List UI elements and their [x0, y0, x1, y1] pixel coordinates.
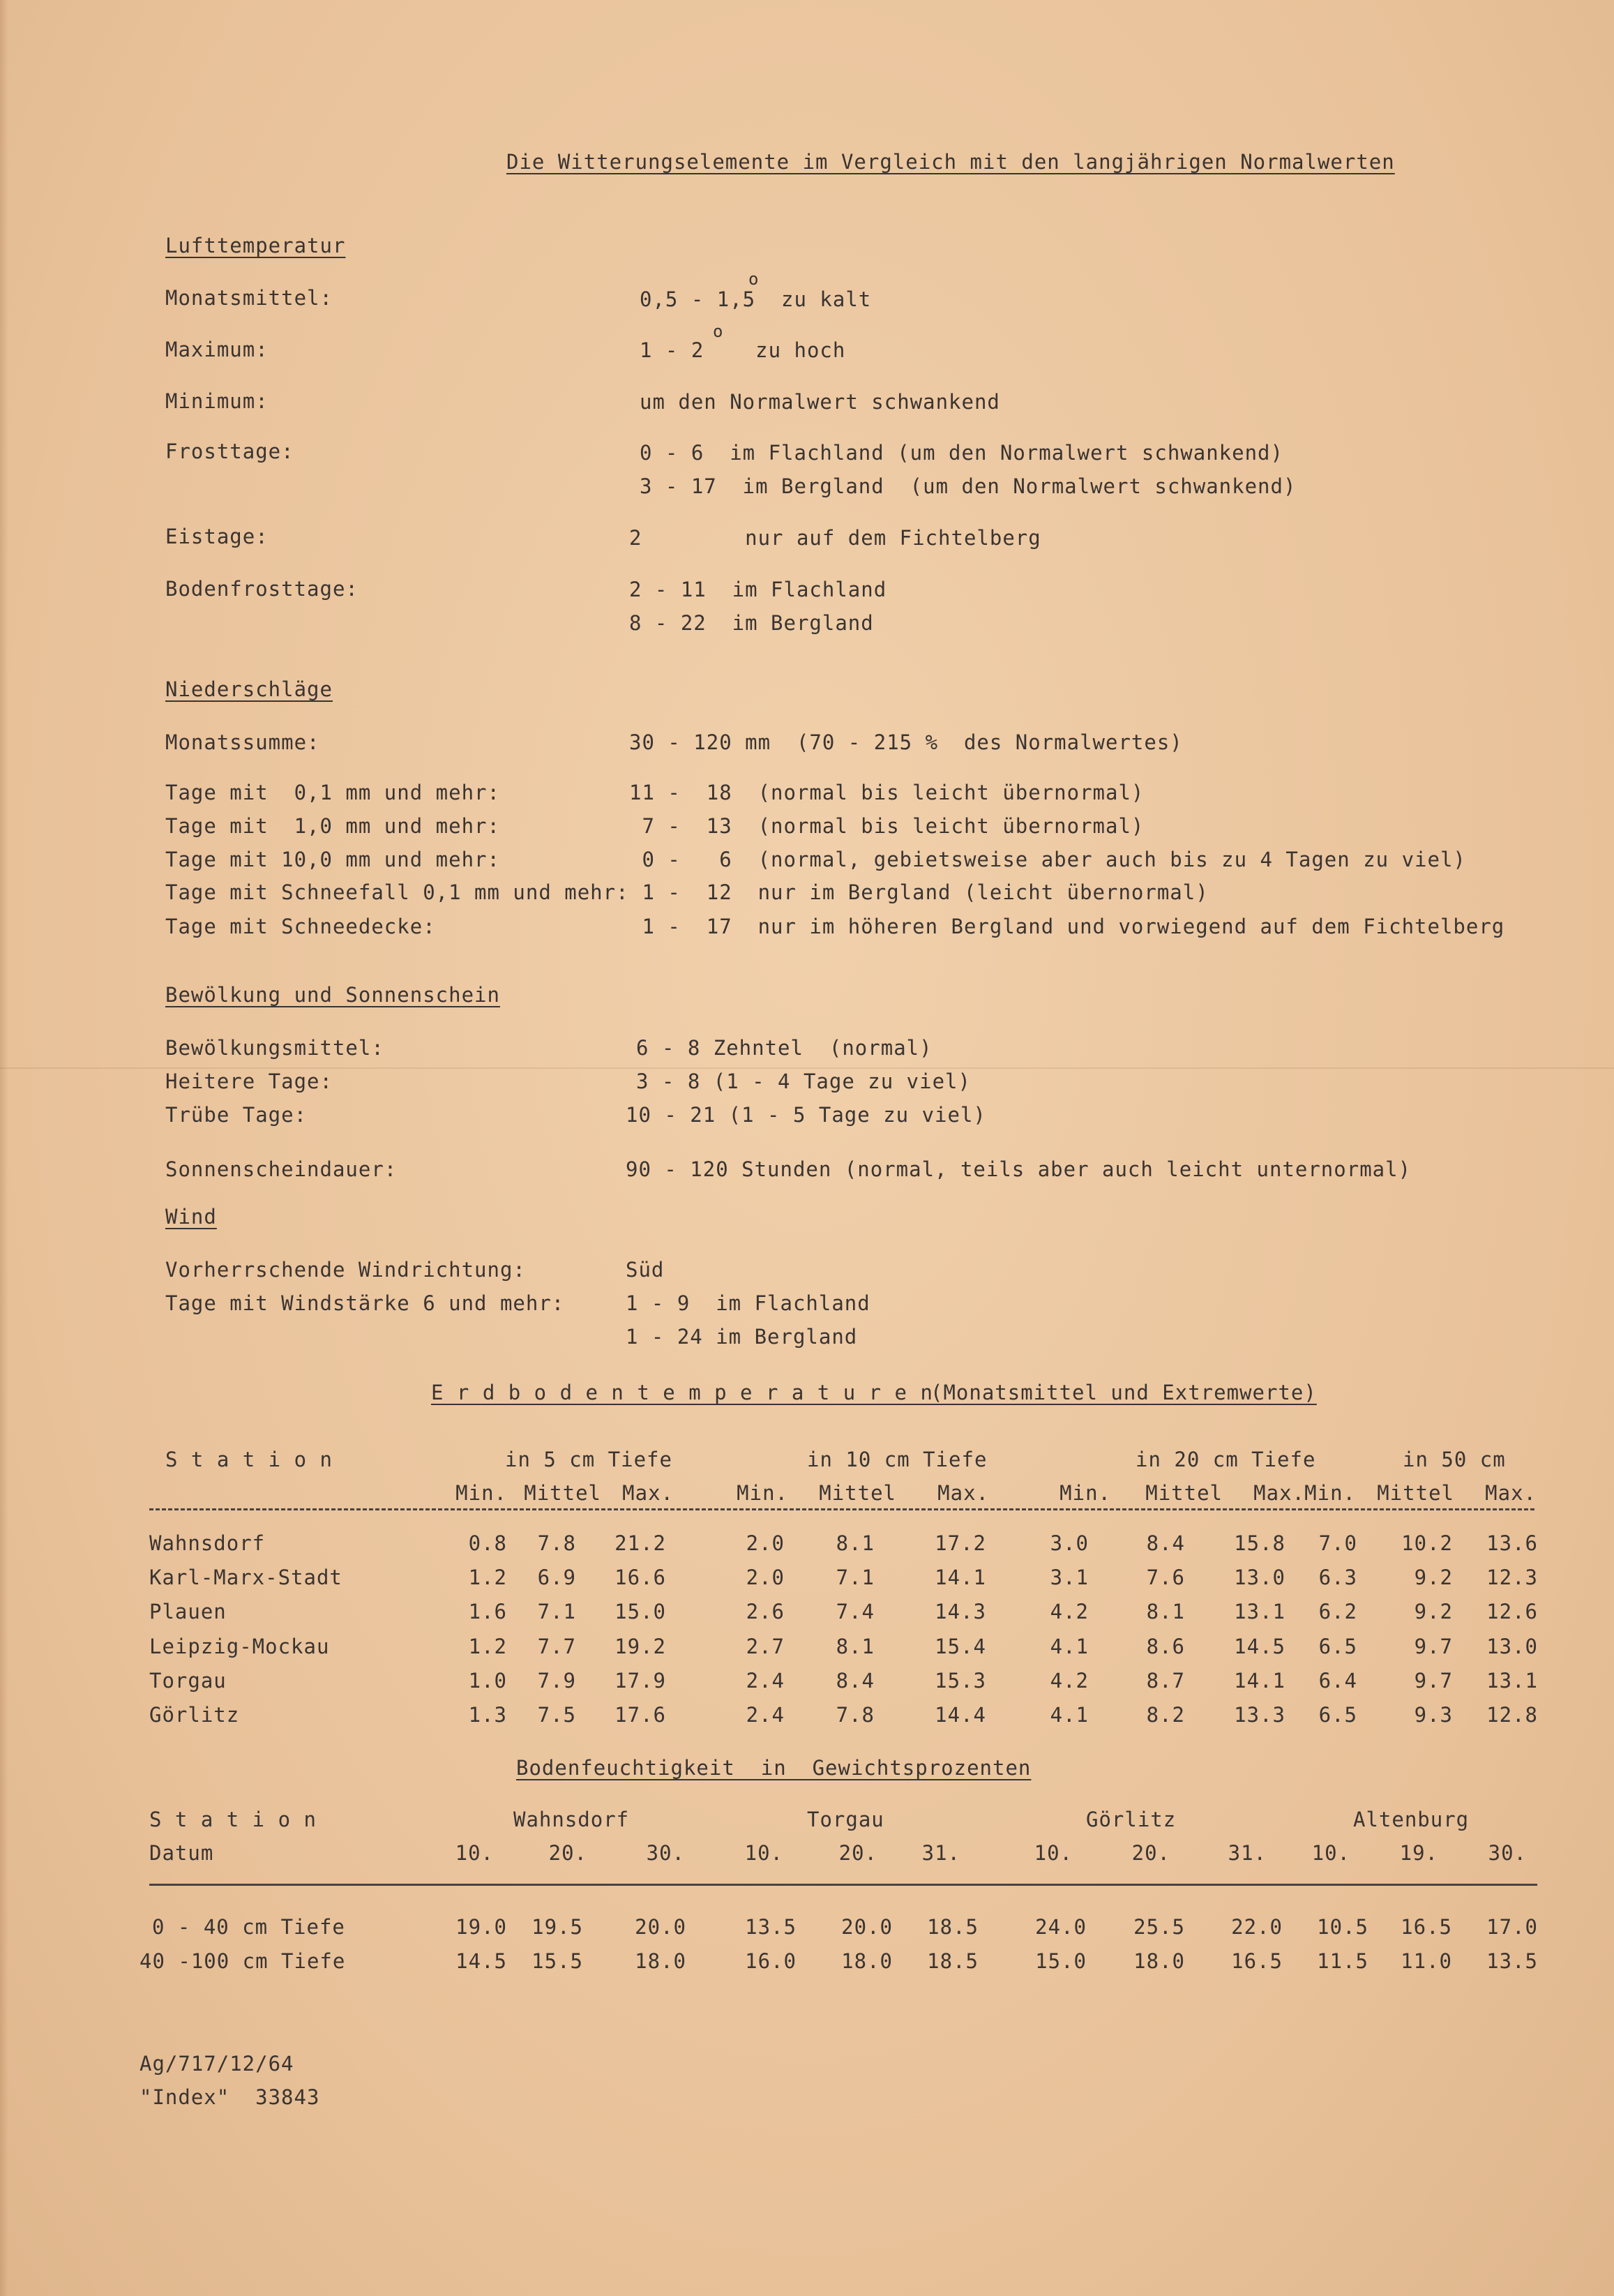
- erd-cell: 2.4: [746, 1703, 785, 1727]
- erd-station-name: Wahnsdorf: [149, 1531, 266, 1555]
- feucht-date: 10.: [1034, 1841, 1073, 1865]
- erd-cell: 16.6: [614, 1566, 666, 1589]
- paper-edge: [0, 0, 8, 2296]
- erd-cell: 14.3: [935, 1600, 986, 1623]
- erd-cell: 17.6: [614, 1703, 666, 1727]
- label-tage-0-1: Tage mit 0,1 mm und mehr:: [165, 781, 500, 804]
- degree-sign: o: [713, 322, 723, 341]
- erd-group-20cm: in 20 cm Tiefe: [1136, 1448, 1316, 1471]
- erd-cell: 2.6: [746, 1600, 785, 1623]
- label-bewoelkungsmittel: Bewölkungsmittel:: [165, 1036, 384, 1060]
- erd-cell: 4.2: [1050, 1600, 1089, 1623]
- value-frosttage-1: 0 - 6 im Flachland (um den Normalwert schwankend): [640, 441, 1283, 465]
- erd-cell: 7.1: [836, 1566, 875, 1589]
- erd-cell: 1.6: [468, 1600, 507, 1623]
- page-title: Die Witterungselemente im Vergleich mit den langjährigen Normalwerten: [506, 150, 1395, 174]
- erd-group-10cm: in 10 cm Tiefe: [807, 1448, 988, 1471]
- label-frosttage: Frosttage:: [165, 440, 294, 463]
- erd-cell: 0.8: [468, 1531, 507, 1555]
- erd-cell: 9.7: [1414, 1635, 1453, 1658]
- erd-cell: 3.1: [1050, 1566, 1089, 1589]
- feucht-station-torgau: Torgau: [807, 1808, 884, 1831]
- value-bewoelkungsmittel: 6 - 8 Zehntel (normal): [636, 1036, 933, 1060]
- erd-cell: 8.2: [1146, 1703, 1185, 1727]
- feucht-station-goerlitz: Görlitz: [1086, 1808, 1177, 1831]
- erd-cell: 8.4: [836, 1669, 875, 1693]
- erd-cell: 1.2: [468, 1635, 507, 1658]
- erd-group-50cm: in 50 cm: [1403, 1448, 1506, 1471]
- erd-cell: 6.3: [1318, 1566, 1357, 1589]
- feucht-cell: 11.5: [1317, 1949, 1368, 1973]
- erd-cell: 2.7: [746, 1635, 785, 1658]
- erd-cell: 13.0: [1486, 1635, 1538, 1658]
- erd-cell: 15.3: [935, 1669, 986, 1693]
- erd-subheader: Mittel: [1377, 1481, 1454, 1505]
- label-eistage: Eistage:: [165, 525, 269, 548]
- erd-cell: 15.8: [1234, 1531, 1285, 1555]
- label-windstaerke: Tage mit Windstärke 6 und mehr:: [165, 1291, 565, 1315]
- erd-subheader: Max.: [1253, 1481, 1305, 1505]
- degree-sign: o: [748, 269, 759, 289]
- feucht-depth-label: 40 -100 cm Tiefe: [139, 1949, 346, 1973]
- erd-subheader: Min.: [737, 1481, 788, 1505]
- feucht-cell: 10.5: [1317, 1915, 1368, 1939]
- value-windstaerke-1: 1 - 9 im Flachland: [626, 1291, 870, 1315]
- feucht-date: 10.: [1311, 1841, 1350, 1865]
- erd-cell: 4.2: [1050, 1669, 1089, 1693]
- feucht-date: 30.: [1488, 1841, 1527, 1865]
- erd-group-5cm: in 5 cm Tiefe: [505, 1448, 672, 1471]
- erd-cell: 7.4: [836, 1600, 875, 1623]
- erd-cell: 6.5: [1318, 1703, 1357, 1727]
- value-monatssumme: 30 - 120 mm (70 - 215 % des Normalwertes): [629, 730, 1183, 754]
- feucht-cell: 15.0: [1035, 1949, 1087, 1973]
- value-monatsmittel: 0,5 - 1,5 zu kalt: [640, 287, 872, 311]
- erd-cell: 13.1: [1486, 1669, 1538, 1693]
- feucht-cell: 16.5: [1401, 1915, 1452, 1939]
- value-tage-schneedecke: 1 - 17 nur im höheren Bergland und vorwiegend auf dem Fichtelberg: [629, 915, 1505, 938]
- erd-subheader: Mittel: [524, 1481, 601, 1505]
- value-bodenfrosttage-1: 2 - 11 im Flachland: [629, 578, 887, 601]
- feucht-cell: 18.5: [927, 1949, 979, 1973]
- feucht-cell: 16.5: [1231, 1949, 1283, 1973]
- erd-cell: 1.2: [468, 1566, 507, 1589]
- erd-cell: 17.9: [614, 1669, 666, 1693]
- erd-subheader: Mittel: [819, 1481, 896, 1505]
- feucht-heading: Bodenfeuchtigkeit in Gewichtsprozenten: [516, 1756, 1032, 1780]
- value-bodenfrosttage-2: 8 - 22 im Bergland: [629, 611, 874, 635]
- erd-cell: 8.4: [1146, 1531, 1185, 1555]
- erd-cell: 1.3: [468, 1703, 507, 1727]
- feucht-cell: 11.0: [1401, 1949, 1452, 1973]
- erd-cell: 6.2: [1318, 1600, 1357, 1623]
- value-tage-0-1: 11 - 18 (normal bis leicht übernormal): [629, 781, 1145, 804]
- erd-cell: 8.1: [836, 1635, 875, 1658]
- feucht-date: 31.: [1228, 1841, 1267, 1865]
- erd-cell: 8.7: [1146, 1669, 1185, 1693]
- erd-cell: 7.0: [1318, 1531, 1357, 1555]
- feucht-date: 19.: [1399, 1841, 1438, 1865]
- erd-cell: 6.9: [537, 1566, 576, 1589]
- feucht-cell: 19.5: [531, 1915, 583, 1939]
- erd-cell: 19.2: [614, 1635, 666, 1658]
- erd-cell: 7.1: [537, 1600, 576, 1623]
- feucht-cell: 25.5: [1133, 1915, 1185, 1939]
- footer-index: "Index" 33843: [139, 2085, 320, 2109]
- value-windstaerke-2: 1 - 24 im Bergland: [626, 1325, 858, 1349]
- erd-station-name: Torgau: [149, 1669, 227, 1693]
- erd-cell: 12.3: [1486, 1566, 1538, 1589]
- erd-cell: 1.0: [468, 1669, 507, 1693]
- label-tage-schneefall: Tage mit Schneefall 0,1 mm und mehr:: [165, 880, 629, 904]
- erd-cell: 13.3: [1234, 1703, 1285, 1727]
- feucht-cell: 19.0: [455, 1915, 507, 1939]
- erd-cell: 7.8: [836, 1703, 875, 1727]
- erd-subheader: Max.: [937, 1481, 989, 1505]
- erd-cell: 2.4: [746, 1669, 785, 1693]
- erd-cell: 7.9: [537, 1669, 576, 1693]
- erd-cell: 9.7: [1414, 1669, 1453, 1693]
- value-truebe-tage: 10 - 21 (1 - 5 Tage zu viel): [626, 1103, 986, 1127]
- erd-cell: 9.3: [1414, 1703, 1453, 1727]
- value-tage-1-0: 7 - 13 (normal bis leicht übernormal): [629, 814, 1145, 838]
- feucht-date: 30.: [646, 1841, 685, 1865]
- section-heading-wind: Wind: [165, 1205, 217, 1229]
- feucht-cell: 17.0: [1486, 1915, 1538, 1939]
- feucht-cell: 22.0: [1231, 1915, 1283, 1939]
- feucht-cell: 20.0: [635, 1915, 686, 1939]
- erd-cell: 6.4: [1318, 1669, 1357, 1693]
- feucht-cell: 18.0: [635, 1949, 686, 1973]
- erd-cell: 7.7: [537, 1635, 576, 1658]
- erd-cell: 12.8: [1486, 1703, 1538, 1727]
- erd-subheader: Min.: [1304, 1481, 1356, 1505]
- erd-subheader: Min.: [455, 1481, 507, 1505]
- erd-cell: 12.6: [1486, 1600, 1538, 1623]
- label-bodenfrosttage: Bodenfrosttage:: [165, 577, 359, 601]
- feucht-date: 20.: [838, 1841, 877, 1865]
- section-heading-lufttemperatur: Lufttemperatur: [165, 234, 346, 257]
- erd-cell: 15.4: [935, 1635, 986, 1658]
- erd-cell: 9.2: [1414, 1566, 1453, 1589]
- label-truebe-tage: Trübe Tage:: [165, 1103, 308, 1127]
- value-windrichtung: Süd: [626, 1258, 665, 1282]
- erd-cell: 7.8: [537, 1531, 576, 1555]
- erd-cell: 7.5: [537, 1703, 576, 1727]
- erd-cell: 2.0: [746, 1566, 785, 1589]
- feucht-date: 10.: [744, 1841, 783, 1865]
- erd-cell: 2.0: [746, 1531, 785, 1555]
- erd-station-name: Görlitz: [149, 1703, 240, 1727]
- erd-cell: 13.0: [1234, 1566, 1285, 1589]
- erd-cell: 6.5: [1318, 1635, 1357, 1658]
- label-sonnenscheindauer: Sonnenscheindauer:: [165, 1157, 398, 1181]
- feucht-station-label: S t a t i o n: [149, 1808, 317, 1831]
- erd-cell: 15.0: [614, 1600, 666, 1623]
- erd-cell: 14.5: [1234, 1635, 1285, 1658]
- footer-reference: Ag/717/12/64: [139, 2052, 294, 2076]
- erd-cell: 8.6: [1146, 1635, 1185, 1658]
- section-heading-niederschlaege: Niederschläge: [165, 677, 333, 701]
- label-windrichtung: Vorherrschende Windrichtung:: [165, 1258, 526, 1282]
- erd-cell: 9.2: [1414, 1600, 1453, 1623]
- label-tage-1-0: Tage mit 1,0 mm und mehr:: [165, 814, 500, 838]
- erd-cell: 14.1: [1234, 1669, 1285, 1693]
- feucht-cell: 18.5: [927, 1915, 979, 1939]
- erd-cell: 8.1: [1146, 1600, 1185, 1623]
- value-minimum: um den Normalwert schwankend: [640, 390, 1000, 414]
- erd-station-label: S t a t i o n: [165, 1448, 333, 1471]
- erd-cell: 4.1: [1050, 1635, 1089, 1658]
- feucht-cell: 16.0: [745, 1949, 797, 1973]
- feucht-cell: 18.0: [841, 1949, 893, 1973]
- erd-station-name: Karl-Marx-Stadt: [149, 1566, 342, 1589]
- erd-cell: 14.4: [935, 1703, 986, 1727]
- feucht-datum-label: Datum: [149, 1841, 214, 1865]
- erd-cell: 3.0: [1050, 1531, 1089, 1555]
- feucht-cell: 18.0: [1133, 1949, 1185, 1973]
- erd-heading-suffix: (Monatsmittel und Extremwerte): [930, 1381, 1317, 1404]
- value-heitere-tage: 3 - 8 (1 - 4 Tage zu viel): [636, 1070, 971, 1093]
- feucht-date: 20.: [1131, 1841, 1170, 1865]
- erd-subheader: Max.: [622, 1481, 674, 1505]
- feucht-station-wahnsdorf: Wahnsdorf: [513, 1808, 630, 1831]
- feucht-cell: 15.5: [531, 1949, 583, 1973]
- feucht-header-divider: [149, 1884, 1537, 1886]
- label-minimum: Minimum:: [165, 389, 269, 413]
- feucht-date: 10.: [455, 1841, 494, 1865]
- erd-cell: 14.1: [935, 1566, 986, 1589]
- erd-subheader: Min.: [1059, 1481, 1111, 1505]
- erd-cell: 4.1: [1050, 1703, 1089, 1727]
- section-heading-bewoelkung: Bewölkung und Sonnenschein: [165, 983, 500, 1007]
- erd-cell: 13.6: [1486, 1531, 1538, 1555]
- erd-cell: 10.2: [1401, 1531, 1453, 1555]
- feucht-date: 31.: [921, 1841, 960, 1865]
- feucht-cell: 13.5: [1486, 1949, 1538, 1973]
- feucht-station-altenburg: Altenburg: [1353, 1808, 1470, 1831]
- feucht-cell: 14.5: [455, 1949, 507, 1973]
- erd-heading: E r d b o d e n t e m p e r a t u r e n: [431, 1381, 933, 1404]
- erd-cell: 21.2: [614, 1531, 666, 1555]
- label-tage-10-0: Tage mit 10,0 mm und mehr:: [165, 848, 500, 871]
- value-tage-10-0: 0 - 6 (normal, gebietsweise aber auch bis zu 4 Tagen zu viel): [629, 848, 1466, 871]
- erd-station-name: Leipzig-Mockau: [149, 1635, 330, 1658]
- value-sonnenscheindauer: 90 - 120 Stunden (normal, teils aber auch leicht unternormal): [626, 1157, 1412, 1181]
- value-eistage: 2 nur auf dem Fichtelberg: [629, 526, 1041, 550]
- label-maximum: Maximum:: [165, 338, 269, 361]
- value-tage-schneefall: 1 - 12 nur im Bergland (leicht übernormal): [629, 880, 1209, 904]
- erd-cell: 13.1: [1234, 1600, 1285, 1623]
- label-monatsmittel: Monatsmittel:: [165, 286, 333, 310]
- erd-cell: 7.6: [1146, 1566, 1185, 1589]
- feucht-depth-label: 0 - 40 cm Tiefe: [152, 1915, 345, 1939]
- feucht-cell: 20.0: [841, 1915, 893, 1939]
- erd-subheader: Max.: [1485, 1481, 1537, 1505]
- label-tage-schneedecke: Tage mit Schneedecke:: [165, 915, 436, 938]
- erd-header-divider: [149, 1508, 1534, 1510]
- erd-subheader: Mittel: [1145, 1481, 1223, 1505]
- erd-cell: 17.2: [935, 1531, 986, 1555]
- erd-cell: 8.1: [836, 1531, 875, 1555]
- feucht-cell: 13.5: [745, 1915, 797, 1939]
- erd-station-name: Plauen: [149, 1600, 227, 1623]
- value-maximum: 1 - 2 zu hoch: [640, 338, 846, 362]
- label-heitere-tage: Heitere Tage:: [165, 1070, 333, 1093]
- label-monatssumme: Monatssumme:: [165, 730, 320, 754]
- feucht-cell: 24.0: [1035, 1915, 1087, 1939]
- value-frosttage-2: 3 - 17 im Bergland (um den Normalwert schwankend): [640, 474, 1297, 498]
- feucht-date: 20.: [548, 1841, 587, 1865]
